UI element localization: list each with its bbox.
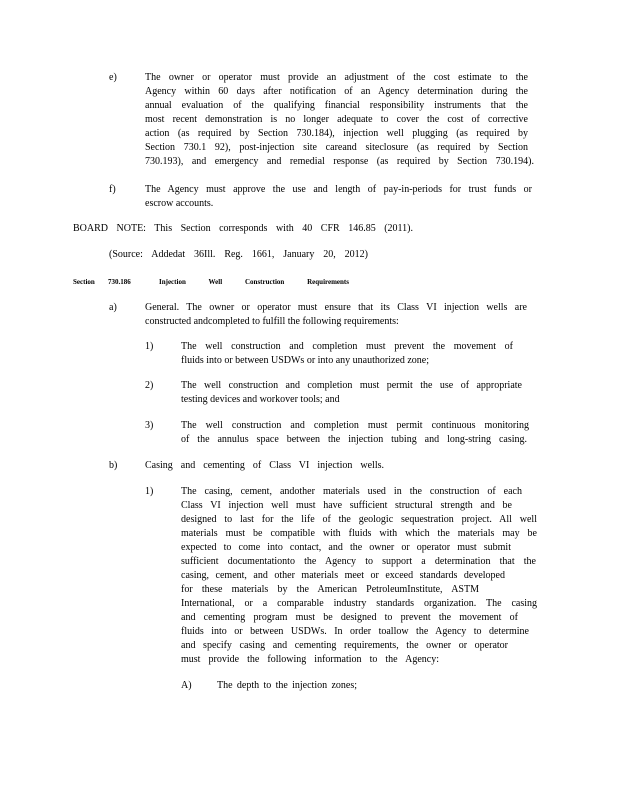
item-f-line: The Agency must approve the use and length of pay-in-periods for trust funds or (145, 184, 532, 195)
section-number: 730.186 (108, 278, 131, 286)
item-b1-line: casing, cement, and other materials meet or exceed standards developed (181, 570, 505, 581)
source-note: (Source: Addedat 36Ill. Reg. 1661, January 20, 2012) (109, 249, 368, 260)
item-a3-marker: 3) (145, 420, 154, 431)
section-label: Section (73, 278, 95, 286)
item-e-line: action (as required by Section 730.184), injection well plugging (as required by (145, 128, 528, 139)
item-f-line: escrow accounts. (145, 198, 214, 209)
item-a2-line: The well construction and completion must permit the use of appropriate (181, 380, 522, 391)
item-e-line: annual evaluation of the qualifying financial responsibility instruments that the (145, 100, 528, 111)
item-e-line: Section 730.1 92), post-injection site careand siteclosure (as required by Section (145, 142, 528, 153)
item-b1-line: fluids into or between USDWs. In order toallow the Agency to determine (181, 626, 529, 637)
board-note: BOARD NOTE: This Section corresponds with 40 CFR 146.85 (2011). (73, 223, 413, 234)
item-b-marker: b) (109, 460, 118, 471)
item-b-heading: Casing and cementing of Class VI injection wells. (145, 460, 384, 471)
item-b1-marker: 1) (145, 486, 154, 497)
item-e-line: most recent demonstration is no longer adequate to cover the cost of corrective (145, 114, 528, 125)
item-e-line: 730.193), and emergency and remedial response (as required by Section 730.194). (145, 156, 534, 167)
item-b1-line: designed to last for the life of the geologic sequestration project. All well (181, 514, 537, 525)
item-b1A-text: The depth to the injection zones; (217, 680, 357, 691)
item-b1-line: Class VI injection well must have sufficient structural strength and be (181, 500, 512, 511)
item-b1-line: materials must be compatible with fluids with which the materials may be (181, 528, 537, 539)
item-b1-line: International, or a comparable industry standards organization. The casing (181, 598, 537, 609)
item-a3-line: The well construction and completion must permit continuous monitoring (181, 420, 529, 431)
item-b1-line: expected to come into contact, and the owner or operator must submit (181, 542, 511, 553)
item-a1-marker: 1) (145, 341, 154, 352)
item-e-line: The owner or operator must provide an adjustment of the cost estimate to the (145, 72, 528, 83)
item-e-marker: e) (109, 72, 117, 83)
item-b1-line: and cementing program must be designed to prevent the movement of (181, 612, 518, 623)
item-a2-line: testing devices and workover tools; and (181, 394, 340, 405)
section-title: Injection Well Construction Requirements (159, 278, 349, 286)
item-b1-line: The casing, cement, andother materials used in the construction of each (181, 486, 522, 497)
item-b1-line: must provide the following information to the Agency: (181, 654, 439, 665)
item-b1-line: for these materials by the American PetroleumInstitute, ASTM (181, 584, 479, 595)
item-b1-line: sufficient documentationto the Agency to support a determination that the (181, 556, 536, 567)
item-e-line: Agency within 60 days after notification of an Agency determination during the (145, 86, 528, 97)
item-a-line: constructed andcompleted to fulfill the following requirements: (145, 316, 399, 327)
item-a2-marker: 2) (145, 380, 154, 391)
item-b1A-marker: A) (181, 680, 192, 691)
item-f-marker: f) (109, 184, 116, 195)
item-a3-line: of the annulus space between the injection tubing and long-string casing. (181, 434, 527, 445)
item-a1-line: fluids into or between USDWs or into any unauthorized zone; (181, 355, 429, 366)
item-b1-line: and specify casing and cementing requirements, the owner or operator (181, 640, 508, 651)
item-a-line: General. The owner or operator must ensure that its Class VI injection wells are (145, 302, 527, 313)
item-a1-line: The well construction and completion must prevent the movement of (181, 341, 513, 352)
item-a-marker: a) (109, 302, 117, 313)
